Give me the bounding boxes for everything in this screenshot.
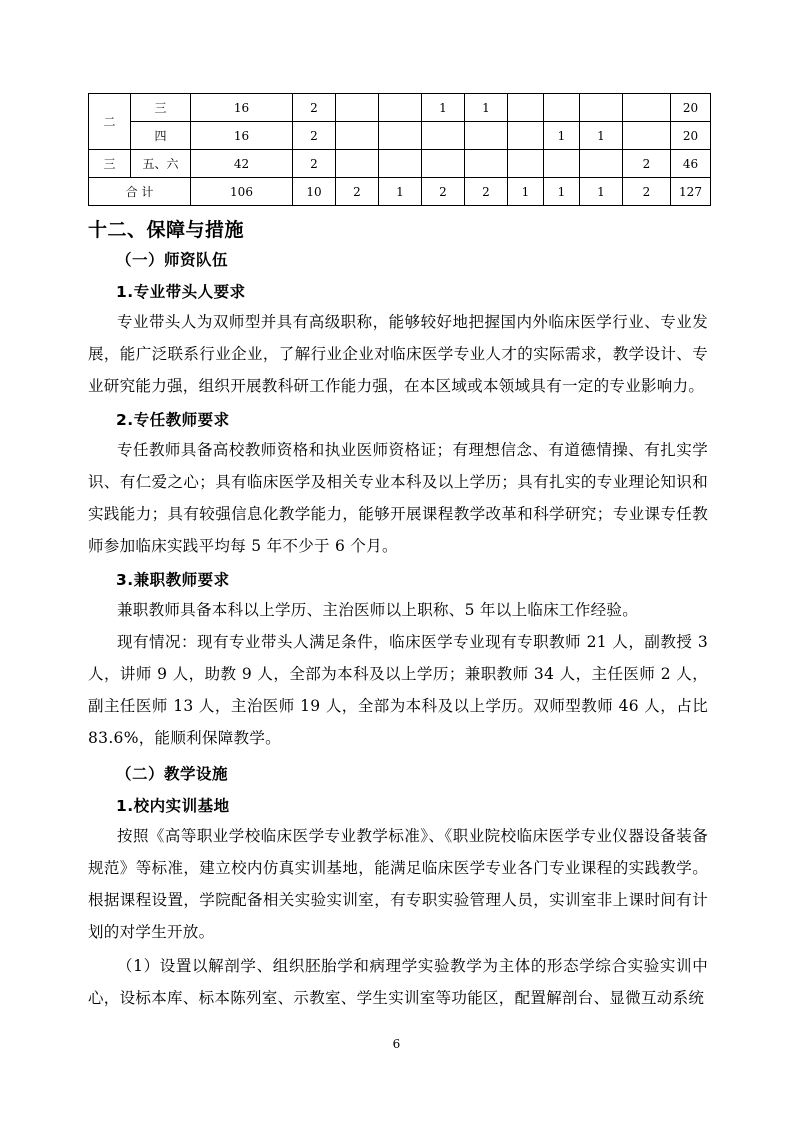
table-cell: 2 [623, 178, 671, 206]
table-cell: 2 [422, 178, 465, 206]
year-cell: 二 [89, 94, 131, 150]
table-row-total [89, 178, 711, 206]
table-cell: 106 [191, 178, 293, 206]
table-row [89, 94, 711, 122]
table-cell: 1 [422, 94, 465, 122]
table-cell: 46 [671, 150, 711, 178]
table-cell: 1 [580, 178, 623, 206]
semester-cell: 四 [131, 122, 191, 150]
table-cell: 2 [623, 150, 671, 178]
table-cell: 1 [465, 94, 508, 122]
table-cell: 1 [580, 122, 623, 150]
table-cell: 2 [336, 178, 379, 206]
table-cell [336, 122, 379, 150]
item-training-point-1: （1）设置以解剖学、组织胚胎学和病理学实验教学为主体的形态学综合实验实训中心，设标本库、标本陈列室、示教室、学生实训室等功能区，配置解剖台、显微互动系统 [88, 957, 708, 1007]
table-cell [336, 150, 379, 178]
table-cell [379, 122, 422, 150]
table-cell: 16 [191, 122, 293, 150]
hours-table [88, 93, 711, 206]
table-cell: 1 [508, 178, 544, 206]
table-row [89, 122, 711, 150]
table-cell [379, 150, 422, 178]
table-cell [623, 94, 671, 122]
table-cell: 20 [671, 94, 711, 122]
table-cell [336, 94, 379, 122]
table-cell [379, 94, 422, 122]
table-cell: 1 [379, 178, 422, 206]
table-cell: 20 [671, 122, 711, 150]
table-cell: 2 [293, 94, 336, 122]
table-cell [508, 122, 544, 150]
item-parttime-text: 兼职教师具备本科以上学历、主治医师以上职称、5 年以上临床工作经验。 [117, 601, 638, 619]
item-training-base-title: 1.校内实训基地 [116, 797, 230, 815]
item-fulltime-text: 专任教师具备高校教师资格和执业医师资格证；有理想信念、有道德情操、有扎实学识、有仁爱之心；具有临床医学及相关专业本科及以上学历；具有扎实的专业理论知识和实践能力；具有较强信息化教学能力，能够开展课程教学改革和科学研究；专业课专任教师参加临床实践平均每 5 年不少于 6 个月。 [88, 441, 708, 555]
table-cell [508, 150, 544, 178]
table-cell [465, 150, 508, 178]
table-cell [544, 150, 580, 178]
table-cell [422, 122, 465, 150]
subsection-facilities: （二）教学设施 [116, 765, 229, 783]
status-text: 现有情况：现有专业带头人满足条件，临床医学专业现有专职教师 21 人，副教授 3 人，讲师 9 人，助教 9 人，全部为本科及以上学历；兼职教师 34 人，主任医师 2 人，副主任医师 13 人，主治医师 19 人，全部为本科及以上学历。双师型教师 46 人，占比 83.6%，能顺利保障教学。 [88, 633, 708, 747]
table-cell: 2 [465, 178, 508, 206]
table-cell [465, 122, 508, 150]
table-cell: 1 [544, 178, 580, 206]
table-cell [580, 94, 623, 122]
total-label-cell: 合 计 [89, 178, 191, 206]
page-number: 6 [392, 1037, 401, 1051]
table-cell [623, 122, 671, 150]
table-cell: 2 [293, 150, 336, 178]
item-training-base-text: 按照《高等职业学校临床医学专业教学标准》、《职业院校临床医学专业仪器设备装备规范》等标准，建立校内仿真实训基地，能满足临床医学专业各门专业课程的实践教学。根据课程设置，学院配备相关实验实训室，有专职实验管理人员，实训室非上课时间有计划的对学生开放。 [88, 827, 708, 941]
item-fulltime-title: 2.专任教师要求 [116, 411, 230, 429]
item-leader-title: 1.专业带头人要求 [116, 283, 246, 301]
section-title: 十二、保障与措施 [88, 219, 245, 241]
item-parttime-title: 3.兼职教师要求 [116, 571, 230, 589]
table-cell [508, 94, 544, 122]
table-cell: 10 [293, 178, 336, 206]
table-row [89, 150, 711, 178]
table-cell: 127 [671, 178, 711, 206]
semester-cell: 三 [131, 94, 191, 122]
table-cell: 1 [544, 122, 580, 150]
item-leader-text: 专业带头人为双师型并具有高级职称，能够较好地把握国内外临床医学行业、专业发展，能广泛联系行业企业，了解行业企业对临床医学专业人才的实际需求，教学设计、专业研究能力强，组织开展教科研工作能力强，在本区域或本领域具有一定的专业影响力。 [88, 313, 708, 395]
table-cell: 2 [293, 122, 336, 150]
table-cell [544, 94, 580, 122]
table-cell: 42 [191, 150, 293, 178]
year-cell: 三 [89, 150, 131, 178]
table-cell [422, 150, 465, 178]
table-cell [580, 150, 623, 178]
semester-cell: 五、六 [131, 150, 191, 178]
subsection-faculty: （一）师资队伍 [116, 251, 229, 269]
table-cell: 16 [191, 94, 293, 122]
